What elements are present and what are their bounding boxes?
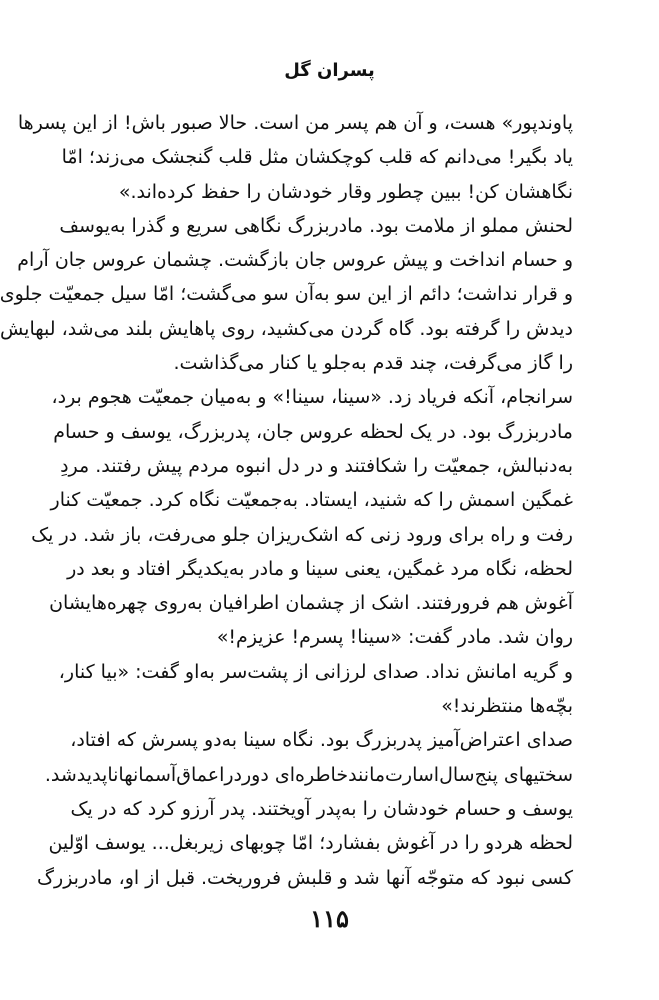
text-line: را گاز می‌گرفت، چند قدم به‌جلو یا کنار می‌گذاشت.: [173, 352, 573, 375]
text-line: رفت و راه برای ورود زنی که اشک‌ریزان جلو می‌رفت، باز شد. در یک: [31, 523, 573, 546]
text-line: یاد بگیر! می‌دانم که قلب کوچکشان مثل قلب گنجشک می‌زند؛ امّا: [61, 146, 573, 169]
text-line: و گریه امانش نداد. صدای لرزانی از پشت‌سر به‌او گفت: «بیا کنار،: [58, 660, 573, 683]
body-text: [0, 106, 573, 895]
page-number: ۱۱۵: [310, 904, 349, 933]
text-line: غمگین اسمش را که شنید، ایستاد. به‌جمعیّت نگاه کرد. جمعیّت کنار: [50, 489, 573, 512]
text-line: کسی نبود که متوجّه آنها شد و قلبش فروریخت. قبل از او، مادربزرگ: [37, 866, 573, 889]
text-line: آغوش هم فرورفتند. اشک از چشمان اطرافیان به‌روی چهره‌هایشان: [49, 592, 573, 615]
text-line: مادربزرگ بود. در یک لحظه عروس جان، پدربزرگ، یوسف و حسام: [53, 420, 573, 443]
text-line: بچّه‌ها منتظرند!»: [441, 695, 573, 718]
text-line: روان شد. مادر گفت: «سینا! پسرم! عزیزم!»: [216, 626, 573, 649]
running-head: پسران گل: [284, 60, 375, 81]
text-line: و قرار نداشت؛ دائم از این سو به‌آن سو می‌گشت؛ امّا سیل جمعیّت جلوی: [0, 283, 573, 306]
text-line: به‌دنبالش، جمعیّت را شکافتند و در دل انبوه مردم پیش رفتند. مردِ: [60, 454, 573, 477]
text-line: دیدش را گرفته بود. گاه گردن می‌کشید، روی پاهایش بلند می‌شد، لبهایش: [0, 317, 573, 340]
text-line: لحظه هردو را در آغوش بفشارد؛ امّا چوبهای زیربغل... یوسف اوّلین: [48, 832, 573, 855]
text-line: صدای اعتراض‌آمیز پدربزرگ بود. نگاه سینا به‌دو پسرش که افتاد،: [70, 729, 573, 752]
text-line: و حسام انداخت و پیش عروس جان بازگشت. چشمان عروس جان آرام: [17, 249, 573, 272]
text-line: یوسف و حسام خودشان را به‌پدر آویختند. پدر آرزو کرد که در یک: [70, 797, 573, 820]
text-line: لحظه، نگاه مرد غمگین، یعنی سینا و مادر به‌یکدیگر افتاد و بعد در: [67, 557, 573, 580]
text-line: سختیهای پنج‌سال‌اسارت‌مانندخاطره‌ای دوردراعماق‌آسمانهاناپدیدشد.: [44, 763, 573, 786]
text-line: لحنش مملو از ملامت بود. مادربزرگ نگاهی سریع و گذرا به‌یوسف: [59, 214, 573, 237]
text-line: نگاهشان کن! ببین چطور وقار خودشان را حفظ کرده‌اند.»: [118, 180, 573, 203]
text-line: سرانجام، آنکه فریاد زد. «سینا، سینا!» و به‌میان جمعیّت هجوم برد،: [51, 386, 573, 409]
text-line: پاوندپور» هست، و آن هم پسر من است. حالا صبور باش! از این پسرها: [17, 112, 573, 134]
